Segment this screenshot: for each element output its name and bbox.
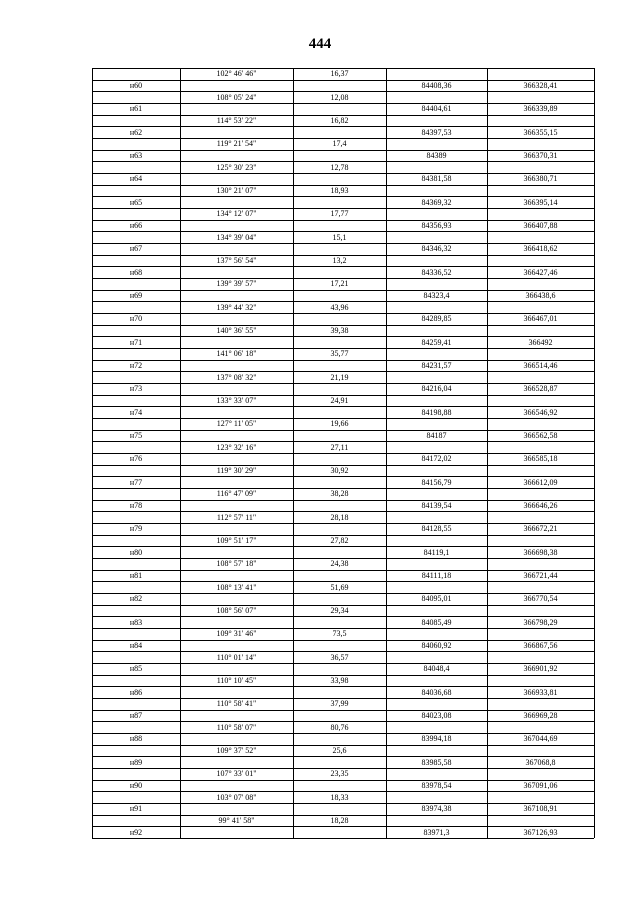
point-name: н87 [129, 711, 143, 720]
segment-angle: 134° 39' 04" [216, 232, 257, 242]
point-name: н69 [129, 291, 143, 300]
segment-distance: 23,35 [330, 769, 349, 779]
segment-distance: 27,82 [330, 536, 349, 545]
segment-angle: 108° 05' 24" [216, 92, 257, 102]
point-x: 84346,32 [421, 244, 452, 254]
point-x: 84095,01 [421, 594, 452, 604]
point-x: 84111,18 [421, 571, 452, 580]
point-x: 84381,58 [421, 174, 452, 184]
segment-angle: 102° 46' 46" [216, 69, 257, 79]
segment-angle: 137° 08' 32" [216, 372, 257, 382]
segment-distance: 15,1 [332, 232, 347, 242]
segment-angle: 119° 30' 29" [216, 466, 257, 475]
point-y: 366770,54 [523, 594, 558, 604]
segment-angle: 133° 33' 07" [216, 396, 257, 405]
point-name: н71 [129, 337, 143, 347]
segment-angle: 127° 11' 05" [216, 419, 257, 429]
point-name: н88 [129, 734, 143, 744]
point-x: 84397,53 [421, 127, 452, 137]
segment-distance: 17,21 [330, 279, 349, 289]
point-y: 366546,92 [523, 407, 558, 417]
point-x: 84060,92 [421, 641, 452, 650]
segment-distance: 37,99 [330, 699, 349, 709]
point-y: 366585,18 [523, 454, 558, 464]
point-name: н83 [129, 617, 143, 627]
point-x: 84259,41 [421, 337, 452, 347]
point-x: 84156,79 [421, 477, 452, 487]
segment-angle: 107° 33' 01" [216, 769, 257, 779]
segment-angle: 114° 53' 22" [216, 116, 257, 125]
segment-distance: 39,38 [330, 326, 349, 335]
point-y: 366492 [528, 337, 553, 347]
point-name: н72 [129, 361, 143, 370]
segment-distance: 12,78 [330, 162, 349, 172]
segment-distance: 27,11 [330, 442, 349, 452]
point-x: 84128,55 [421, 524, 452, 534]
segment-angle: 137° 56' 54" [216, 256, 257, 265]
point-y: 367126,93 [523, 827, 558, 837]
segment-distance: 19,66 [330, 419, 349, 429]
point-y: 366969,28 [523, 711, 558, 720]
point-name: н68 [129, 267, 143, 277]
point-name: н89 [129, 757, 143, 767]
point-y: 366798,29 [523, 617, 558, 627]
point-y: 366514,46 [523, 361, 558, 370]
point-x: 84036,68 [421, 687, 452, 697]
table-horizontal-line [92, 838, 594, 839]
point-y: 367108,91 [523, 804, 558, 814]
point-name: н80 [129, 547, 143, 557]
point-name: н63 [129, 151, 143, 160]
segment-distance: 80,76 [330, 722, 349, 732]
segment-angle: 112° 57' 11" [216, 512, 257, 522]
segment-distance: 51,69 [330, 582, 349, 592]
segment-distance: 38,28 [330, 489, 349, 499]
point-name: н76 [129, 454, 143, 464]
segment-distance: 73,5 [332, 629, 347, 639]
point-y: 366438,6 [525, 291, 556, 300]
point-x: 84336,52 [421, 267, 452, 277]
point-name: н65 [129, 197, 143, 207]
segment-distance: 30,92 [330, 466, 349, 475]
point-x: 84408,36 [421, 81, 452, 90]
point-name: н92 [129, 827, 143, 837]
point-y: 367044,69 [523, 734, 558, 744]
point-name: н81 [129, 571, 143, 580]
point-x: 84119,1 [423, 547, 450, 557]
point-name: н61 [129, 104, 143, 114]
segment-angle: 103° 07' 08" [216, 792, 257, 802]
segment-distance: 43,96 [330, 302, 349, 312]
page-number: 444 [308, 36, 332, 52]
segment-angle: 99° 41' 58" [218, 816, 255, 825]
point-x: 84048,4 [423, 664, 450, 674]
segment-distance: 18,33 [330, 792, 349, 802]
point-y: 366646,26 [523, 501, 558, 510]
point-name: н62 [129, 127, 143, 137]
segment-angle: 134° 12' 07" [216, 209, 257, 219]
segment-distance: 35,77 [330, 349, 349, 359]
point-name: н73 [129, 384, 143, 394]
segment-distance: 12,08 [330, 92, 349, 102]
point-name: н75 [129, 431, 143, 440]
point-name: н86 [129, 687, 143, 697]
point-name: н77 [129, 477, 143, 487]
point-x: 84369,32 [421, 197, 452, 207]
point-x: 83985,58 [421, 757, 452, 767]
point-y: 366339,89 [523, 104, 558, 114]
point-name: н79 [129, 524, 143, 534]
point-x: 84023,08 [421, 711, 452, 720]
segment-angle: 139° 39' 57" [216, 279, 257, 289]
point-x: 83974,38 [421, 804, 452, 814]
point-name: н90 [129, 781, 143, 790]
point-name: н91 [129, 804, 143, 814]
point-name: н74 [129, 407, 143, 417]
point-x: 84198,88 [421, 407, 452, 417]
point-name: н60 [129, 81, 143, 90]
point-name: н70 [129, 314, 143, 324]
segment-angle: 139° 44' 32" [216, 302, 257, 312]
point-name: н78 [129, 501, 143, 510]
point-y: 366933,81 [523, 687, 558, 697]
point-y: 366562,58 [523, 431, 558, 440]
segment-angle: 109° 51' 17" [216, 536, 257, 545]
segment-distance: 16,37 [330, 69, 349, 79]
segment-angle: 108° 57' 18" [216, 559, 257, 569]
point-name: н66 [129, 221, 143, 230]
point-x: 84323,4 [423, 291, 450, 300]
point-y: 366528,87 [523, 384, 558, 394]
point-x: 83978,54 [421, 781, 452, 790]
segment-distance: 16,82 [330, 116, 349, 125]
segment-angle: 110° 58' 41" [216, 699, 257, 709]
point-x: 84139,54 [421, 501, 452, 510]
segment-distance: 17,4 [332, 139, 347, 149]
point-x: 84231,57 [421, 361, 452, 370]
point-y: 366721,44 [523, 571, 558, 580]
point-name: н82 [129, 594, 143, 604]
segment-angle: 108° 13' 41" [216, 582, 257, 592]
segment-angle: 116° 47' 09" [216, 489, 257, 499]
segment-angle: 108° 56' 07" [216, 606, 257, 615]
segment-distance: 33,98 [330, 676, 349, 685]
point-y: 367091,06 [523, 781, 558, 790]
segment-angle: 109° 31' 46" [216, 629, 257, 639]
point-y: 366395,14 [523, 197, 558, 207]
segment-distance: 36,57 [330, 652, 349, 662]
point-x: 84289,85 [421, 314, 452, 324]
point-x: 84216,04 [421, 384, 452, 394]
point-x: 84172,02 [421, 454, 452, 464]
point-name: н67 [129, 244, 143, 254]
table-vertical-line [594, 68, 595, 838]
segment-distance: 28,18 [330, 512, 349, 522]
segment-angle: 110° 01' 14" [216, 652, 257, 662]
point-name: н64 [129, 174, 143, 184]
coordinates-table [92, 68, 594, 838]
point-y: 366698,38 [523, 547, 558, 557]
segment-distance: 24,38 [330, 559, 349, 569]
point-y: 366612,09 [523, 477, 558, 487]
point-x: 83994,18 [421, 734, 452, 744]
point-x: 84389 [426, 151, 447, 160]
point-y: 366370,31 [523, 151, 558, 160]
point-y: 366672,21 [523, 524, 558, 534]
point-y: 366407,88 [523, 221, 558, 230]
segment-angle: 110° 10' 45" [216, 676, 257, 685]
point-y: 366380,71 [523, 174, 558, 184]
point-x: 84404,61 [421, 104, 452, 114]
segment-angle: 140° 36' 55" [216, 326, 257, 335]
point-x: 84085,49 [421, 617, 452, 627]
segment-angle: 130° 21' 07" [216, 186, 257, 195]
segment-distance: 17,77 [330, 209, 349, 219]
point-x: 83971,3 [423, 827, 450, 837]
point-y: 366901,92 [523, 664, 558, 674]
segment-angle: 123° 32' 16" [216, 442, 257, 452]
segment-distance: 18,28 [330, 816, 349, 825]
point-y: 366418,62 [523, 244, 558, 254]
point-x: 84356,93 [421, 221, 452, 230]
segment-distance: 18,93 [330, 186, 349, 195]
point-y: 367068,8 [525, 757, 556, 767]
segment-distance: 24,91 [330, 396, 349, 405]
segment-angle: 141° 06' 18" [216, 349, 257, 359]
segment-distance: 21,19 [330, 372, 349, 382]
point-y: 366867,56 [523, 641, 558, 650]
point-y: 366355,15 [523, 127, 558, 137]
segment-distance: 13,2 [332, 256, 347, 265]
point-x: 84187 [426, 431, 447, 440]
point-y: 366328,41 [523, 81, 558, 90]
segment-angle: 119° 21' 54" [216, 139, 257, 149]
segment-angle: 110° 58' 07" [216, 722, 257, 732]
point-y: 366467,01 [523, 314, 558, 324]
point-name: н84 [129, 641, 143, 650]
segment-angle: 109° 37' 52" [216, 746, 257, 755]
segment-distance: 29,34 [330, 606, 349, 615]
point-name: н85 [129, 664, 143, 674]
point-y: 366427,46 [523, 267, 558, 277]
segment-angle: 125° 30' 23" [216, 162, 257, 172]
segment-distance: 25,6 [332, 746, 347, 755]
